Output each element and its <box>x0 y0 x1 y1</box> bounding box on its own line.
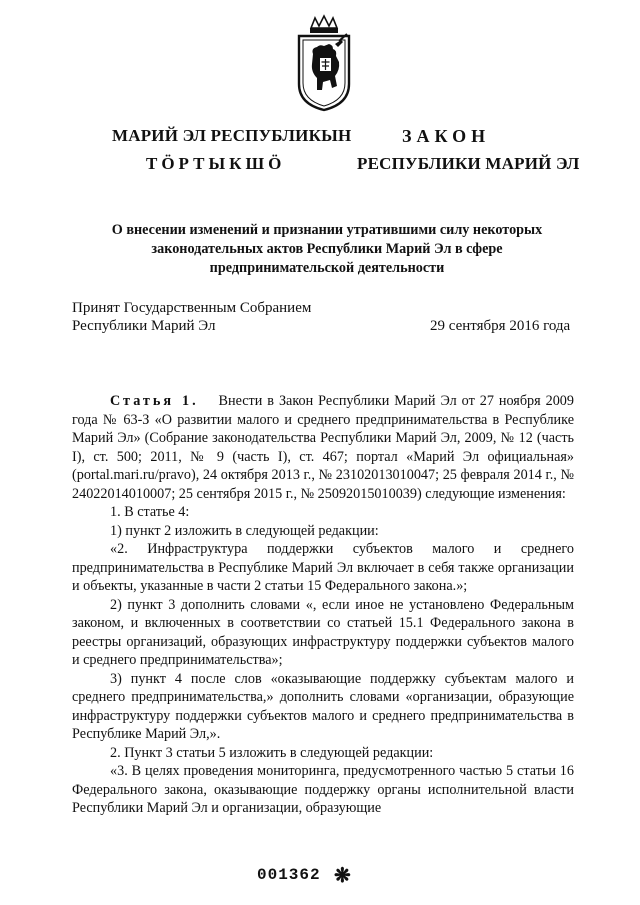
header-right-line1: ЗАКОН <box>402 126 491 146</box>
header-left-line1: МАРИЙ ЭЛ РЕСПУБЛИКЫН <box>112 126 352 145</box>
article-intro <box>72 392 574 503</box>
header-left-line2: ТӦРТЫКШӦ <box>146 154 286 173</box>
paragraph: 1. В статье 4: <box>110 504 190 520</box>
paragraph: «2. Инфраструктура поддержки субъектов малого и среднего предпринимательства в Республике Марий Эл включает в себя также организации и объекты, указанные в части 2 статьи 15 Федерального закона.»; <box>72 541 574 594</box>
adopted-line2: Республики Марий Эл <box>72 318 216 334</box>
coat-of-arms-icon <box>293 14 355 112</box>
paragraph: 3) пункт 4 после слов «оказывающие поддержку субъектам малого и среднего предпринимательства,» дополнить словами «организации, образующие инфраструктуру поддержки субъектов малого и среднего предпринимательства в Республике Марий Эл,». <box>72 670 574 742</box>
law-title: О внесении изменений и признании утратившими силу некоторых законодательных актов Республики Марий Эл в сфере предпринимательской деятельности <box>111 222 543 276</box>
paragraph: 1) пункт 2 изложить в следующей редакции: <box>110 522 379 539</box>
paragraph: «3. В целях проведения мониторинга, предусмотренного частью 5 статьи 16 Федерального закона, оказывающие поддержку органы исполнительной власти Республики Марий Эл и организации, образующие <box>72 763 574 816</box>
adopted-line1: Принят Государственным Собранием <box>72 300 312 316</box>
paragraph: 2. Пункт 3 статьи 5 изложить в следующей редакции: <box>110 744 434 761</box>
article-body <box>72 392 574 818</box>
paragraph: 2) пункт 3 дополнить словами «, если иное не установлено Федеральным законом, и включенных в соответствии со статьей 15.1 Федерального закона в реестры организаций, образующих инфраструктуру поддержки субъектов малого и среднего предпринимательства»; <box>72 596 574 668</box>
adoption-date: 29 сентября 2016 года <box>430 318 571 334</box>
header-right-line2: РЕСПУБЛИКИ МАРИЙ ЭЛ <box>357 154 580 173</box>
document-number: 001362 <box>257 866 321 884</box>
adopted-by <box>72 299 311 335</box>
article-label: Статья 1. <box>110 393 199 409</box>
article-intro-text: Внести в Закон Республики Марий Эл от 27 ноября 2009 года № 63-З «О развитии малого и среднего предпринимательства в Республике Марий Эл» (Собрание законодательства Республики Марий Эл, 2009, № 12 (часть I), ст. 500; 2011, № 9 (часть I), ст. 467; портал «Марий Эл официальная» (portal.mari.ru/pravo), 24 октября 2013 г., № 23102013010047; 25 февраля 2014 г., № 24022014010007; 25 сентября 2015 г., № 25092015010039) следующие изменения: <box>72 393 574 502</box>
asterisk-mark-icon: ❋ <box>334 865 351 887</box>
